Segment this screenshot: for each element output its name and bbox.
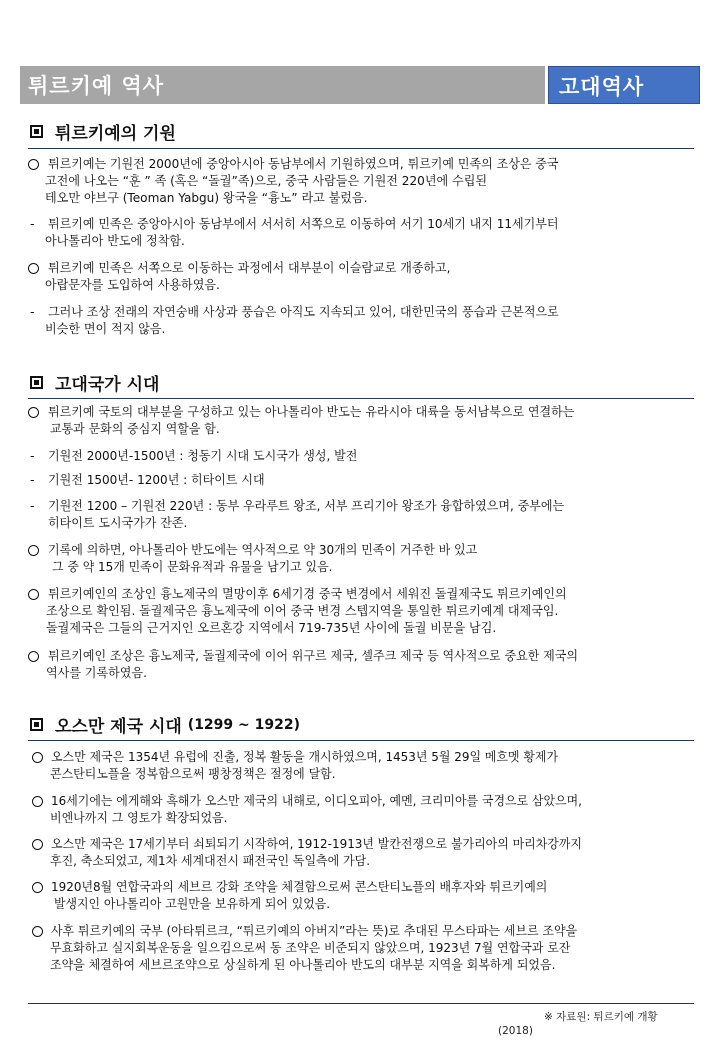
header-tag-box bbox=[548, 66, 700, 104]
section-title-ottoman bbox=[30, 712, 300, 737]
source-year: (2018) bbox=[498, 1025, 533, 1037]
list-item bbox=[32, 835, 716, 869]
page-title: 튀르키예 역사 bbox=[28, 74, 165, 98]
dash-bullet: - bbox=[30, 304, 35, 319]
section-divider bbox=[28, 740, 694, 741]
item-line: 튀르키예 민족은 서쪽으로 이동하는 과정에서 대부분이 이슬람교로 개종하고, bbox=[48, 260, 451, 275]
list-item bbox=[32, 792, 716, 826]
square-bullet-icon bbox=[30, 125, 43, 138]
dash-bullet: - bbox=[30, 448, 35, 463]
dash-bullet: - bbox=[30, 498, 35, 513]
item-line: 무효화하고 실지회복운동을 일으킴으로써 동 조약은 비준되지 않았으며, 1923년 7월 연합국과 로잔 bbox=[50, 940, 571, 955]
item-line: 테오만 야브구 (Teoman Yabgu) 왕국을 “흉노” 라고 불렀음. bbox=[45, 190, 368, 205]
list-item bbox=[28, 403, 712, 437]
list-item bbox=[32, 748, 716, 782]
circle-bullet-icon bbox=[32, 796, 43, 807]
list-item bbox=[28, 155, 712, 206]
circle-bullet-icon bbox=[28, 589, 39, 600]
item-line: 기원전 1500년- 1200년 : 히타이트 시대 bbox=[48, 472, 265, 487]
item-line: 튀르키예는 기원전 2000년에 중앙아시아 동남부에서 기원하였으며, 튀르키예 민족의 조상은 중국 bbox=[48, 156, 559, 171]
square-bullet-icon bbox=[30, 718, 43, 731]
circle-bullet-icon bbox=[32, 926, 43, 937]
dash-bullet: - bbox=[30, 472, 35, 487]
footer-divider bbox=[28, 1003, 694, 1004]
item-line: 튀르키예 국토의 대부분을 구성하고 있는 아나톨리아 반도는 유라시아 대륙을 동서남북으로 연결하는 bbox=[48, 404, 575, 419]
circle-bullet-icon bbox=[32, 839, 43, 850]
section-title-origin bbox=[30, 119, 176, 144]
circle-bullet-icon bbox=[32, 752, 43, 763]
page-header bbox=[20, 66, 700, 104]
item-line: 콘스탄티노플을 정복함으로써 팽창정책은 절정에 달함. bbox=[50, 766, 336, 781]
circle-bullet-icon bbox=[28, 263, 39, 274]
circle-bullet-icon bbox=[28, 159, 39, 170]
list-item bbox=[32, 922, 716, 973]
item-line: 튀르키예인의 조상인 흉노제국의 멸망이후 6세기경 중국 변경에서 세워진 돌궐제국도 튀르키예인의 bbox=[48, 586, 567, 601]
item-line: 사후 튀르키예의 국부 (아타튀르크, “튀르키예의 아버지”라는 뜻)로 추대된 무스타파는 세브르 조약을 bbox=[51, 923, 578, 938]
item-line: 16세기에는 에게해와 흑해가 오스만 제국의 내해로, 이디오피아, 예멘, 크리미아를 국경으로 삼았으며, bbox=[51, 793, 582, 808]
list-item bbox=[28, 471, 712, 488]
item-line: 아랍문자를 도입하여 사용하였음. bbox=[45, 277, 220, 292]
section-title-ancient bbox=[30, 370, 159, 395]
item-line: 비슷한 면이 적지 않음. bbox=[45, 321, 166, 336]
list-item bbox=[28, 585, 712, 636]
category-tag: 고대역사 bbox=[559, 75, 645, 99]
section-divider bbox=[28, 148, 694, 149]
square-bullet-icon bbox=[30, 376, 43, 389]
item-line: 비엔나까지 그 영토가 확장되었음. bbox=[50, 810, 228, 825]
item-line: 그 중 약 15개 민족이 문화유적과 유물을 남기고 있음. bbox=[52, 559, 333, 574]
circle-bullet-icon bbox=[28, 651, 39, 662]
item-line: 튀르키예 민족은 중앙아시아 동남부에서 서서히 서쪽으로 이동하여 서기 10세기 내지 11세기부터 bbox=[48, 216, 559, 231]
item-line: 그러나 조상 전래의 자연숭배 사상과 풍습은 아직도 지속되고 있어, 대한민국의 풍습과 근본적으로 bbox=[48, 304, 559, 319]
item-line: 오스만 제국은 1354년 유럽에 진출, 정복 활동을 개시하였으며, 1453년 5월 29일 메흐멧 황제가 bbox=[51, 749, 559, 764]
list-item bbox=[28, 215, 712, 249]
item-line: 발생지인 아나톨리아 고원만을 보유하게 되어 있었음. bbox=[54, 896, 331, 911]
list-item bbox=[32, 878, 716, 912]
item-line: 1920년8월 연합국과의 세브르 강화 조약을 체결함으로써 콘스탄티노플의 배후자와 튀르키예의 bbox=[51, 879, 548, 894]
circle-bullet-icon bbox=[32, 882, 43, 893]
list-item bbox=[28, 497, 712, 531]
header-title-bar bbox=[20, 66, 545, 104]
circle-bullet-icon bbox=[28, 545, 39, 556]
item-line: 조약을 체결하여 세브르조약으로 상실하게 된 아나톨리아 반도의 대부분 지역을 회복하게 되었음. bbox=[50, 957, 556, 972]
list-item bbox=[28, 447, 712, 464]
item-line: 아나톨리아 반도에 정착함. bbox=[45, 233, 185, 248]
section-title-text: 고대국가 시대 bbox=[55, 375, 160, 395]
item-line: 돌궐제국은 그들의 근거지인 오르혼강 지역에서 719-735년 사이에 돌궐 비문을 남김. bbox=[46, 620, 497, 635]
item-line: 기록에 의하면, 아나톨리아 반도에는 역사적으로 약 30개의 민족이 거주한 바 있고 bbox=[48, 542, 478, 557]
item-line: 교통과 문화의 중심지 역할을 함. bbox=[50, 421, 220, 436]
item-line: 역사를 기록하였음. bbox=[46, 665, 147, 680]
source-note: ※ 자료원: 튀르키예 개황 bbox=[544, 1011, 658, 1023]
list-item bbox=[28, 259, 712, 293]
section-title-text: 튀르키예의 기원 bbox=[55, 124, 176, 144]
item-line: 튀르키예인 조상은 흉노제국, 돌궐제국에 이어 위구르 제국, 셀주크 제국 등 역사적으로 중요한 제국의 bbox=[48, 648, 579, 663]
circle-bullet-icon bbox=[28, 407, 39, 418]
item-line: 기원전 1200 – 기원전 220년 : 동부 우라루트 왕조, 서부 프리기아 왕조가 융합하였으며, 중부에는 bbox=[48, 498, 565, 513]
item-line: 기원전 2000년-1500년 : 청동기 시대 도시국가 생성, 발전 bbox=[48, 448, 358, 463]
item-line: 고전에 나오는 “훈 ” 족 (혹은 “돌궐”족)으로, 중국 사람들은 기원전 220년에 수립된 bbox=[45, 173, 488, 188]
item-line: 후진, 축소되었고, 제1차 세계대전시 패전국인 독일측에 가담. bbox=[50, 853, 371, 868]
item-line: 조상으로 확인됨. 돌궐제국은 흉노제국에 이어 중국 변경 스텝지역을 통일한 튀르키예계 대제국임. bbox=[46, 603, 559, 618]
list-item bbox=[28, 541, 712, 575]
section-title-period: (1299 ~ 1922) bbox=[187, 716, 301, 733]
section-divider bbox=[28, 398, 694, 399]
item-line: 히타이트 도시국가가 잔존. bbox=[48, 515, 188, 530]
item-line: 오스만 제국은 17세기부터 쇠퇴되기 시작하여, 1912-1913년 발칸전쟁으로 불가리아의 마리차강까지 bbox=[51, 836, 582, 851]
list-item bbox=[28, 303, 712, 337]
dash-bullet: - bbox=[30, 216, 35, 231]
section-title-text: 오스만 제국 시대 bbox=[55, 717, 182, 737]
list-item bbox=[28, 647, 712, 681]
